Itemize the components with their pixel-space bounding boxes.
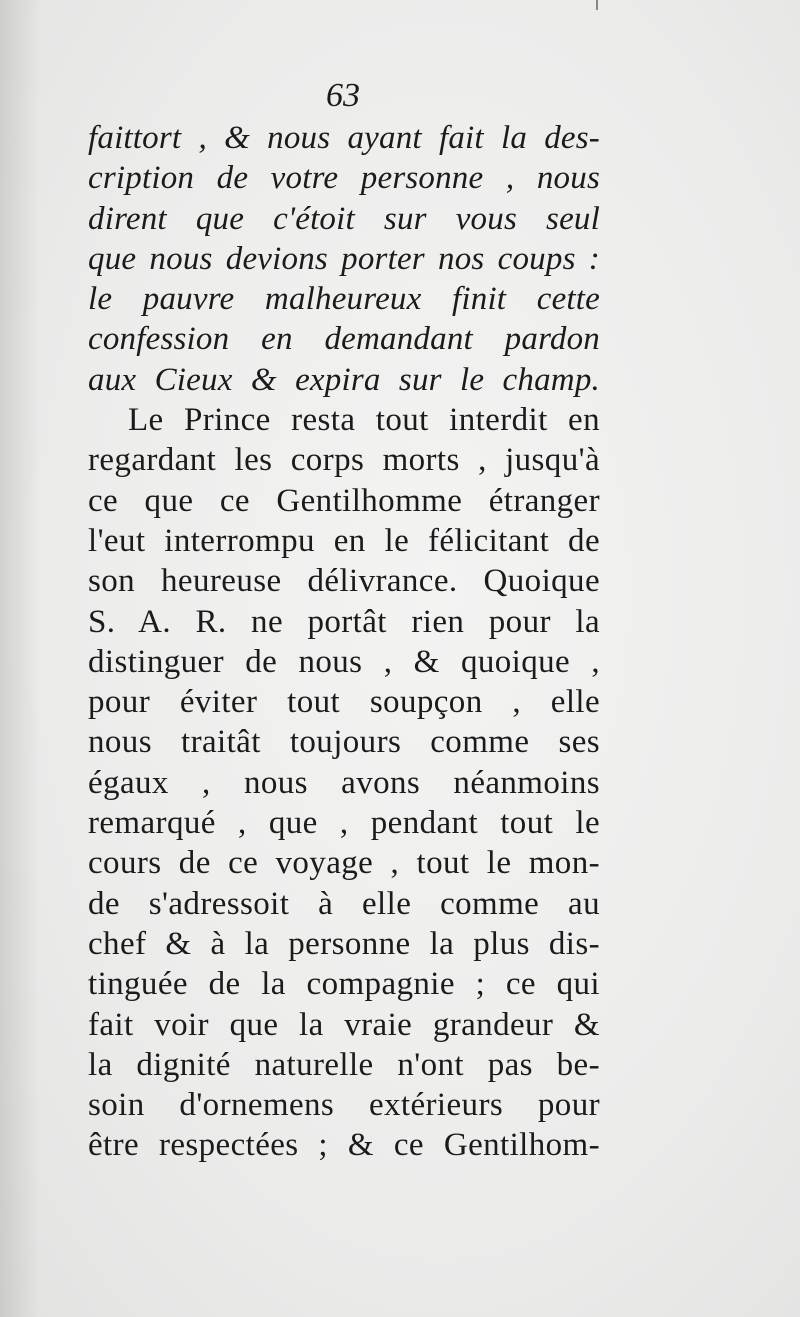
text-line: fait voir que la vraie grandeur & <box>88 1006 600 1043</box>
gutter-mark <box>596 0 598 10</box>
text-line: faittort , & nous ayant fait la des- <box>88 120 600 156</box>
text-line: son heureuse délivrance. Quoique <box>88 563 600 600</box>
text-line: pour éviter tout soupçon , elle <box>88 684 600 721</box>
text-line: Le Prince resta tout interdit en <box>128 402 600 439</box>
text-line: ce que ce Gentilhomme étranger <box>88 482 600 519</box>
text-line: S. A. R. ne portât rien pour la <box>88 603 600 640</box>
text-line: soin d'ornemens extérieurs pour <box>88 1087 600 1124</box>
text-line: que nous devions porter nos coups : <box>88 240 600 277</box>
text-line: être respectées ; & ce Gentilhom- <box>88 1127 600 1164</box>
text-line: l'eut interrompu en le félicitant de <box>88 522 600 559</box>
text-line: confession en demandant pardon <box>88 321 600 358</box>
text-line: tinguée de la compagnie ; ce qui <box>88 966 600 1003</box>
page-edge-shadow <box>0 0 40 1317</box>
text-line: le pauvre malheureux finit cette <box>88 281 600 318</box>
text-line: remarqué , que , pendant tout le <box>88 805 600 842</box>
body-text <box>88 118 600 1166</box>
text-line: chef & à la personne la plus dis- <box>88 925 600 962</box>
page-number: 63 <box>326 77 360 114</box>
text-line: égaux , nous avons néanmoins <box>88 764 600 801</box>
text-line: la dignité naturelle n'ont pas be- <box>88 1046 600 1083</box>
text-line: nous traitât toujours comme ses <box>88 724 600 761</box>
text-line: cription de votre personne , nous <box>88 160 600 197</box>
text-line: aux Cieux & expira sur le champ. <box>88 361 600 398</box>
text-line: distinguer de nous , & quoique , <box>88 643 600 680</box>
text-line: regardant les corps morts , jusqu'à <box>88 442 600 479</box>
text-line: cours de ce voyage , tout le mon- <box>88 845 600 882</box>
text-line: dirent que c'étoit sur vous seul <box>88 200 600 237</box>
text-line: de s'adressoit à elle comme au <box>88 885 600 922</box>
